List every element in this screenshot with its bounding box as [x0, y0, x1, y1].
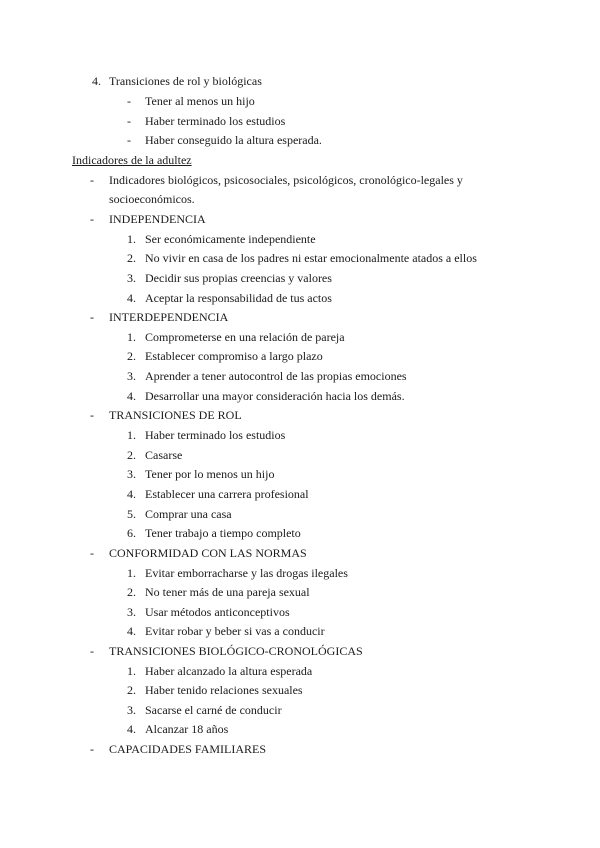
item-number: 4.	[127, 389, 136, 403]
item-number: 2.	[127, 448, 136, 462]
top-bullet: Tener al menos un hijo	[145, 94, 255, 108]
item-number: 2.	[127, 251, 136, 265]
top-bullet: Haber terminado los estudios	[145, 114, 286, 128]
dash-marker: -	[127, 114, 131, 128]
top-item-number: 4.	[92, 74, 101, 88]
list-item: Desarrollar una mayor consideración hacia los demás.	[145, 389, 405, 403]
item-number: 2.	[127, 683, 136, 697]
item-number: 3.	[127, 467, 136, 481]
list-item: Tener trabajo a tiempo completo	[145, 526, 301, 540]
dash-marker: -	[90, 212, 94, 226]
list-item: Comprar una casa	[145, 507, 232, 521]
item-number: 3.	[127, 605, 136, 619]
dash-marker: -	[90, 644, 94, 658]
section-heading: Indicadores de la adultez	[72, 153, 192, 167]
item-number: 5.	[127, 507, 136, 521]
item-number: 1.	[127, 566, 136, 580]
dash-marker: -	[90, 310, 94, 324]
list-item: Comprometerse en una relación de pareja	[145, 330, 345, 344]
item-number: 3.	[127, 369, 136, 383]
intro-line-1: Indicadores biológicos, psicosociales, psicológicos, cronológico-legales y	[109, 173, 463, 187]
item-number: 6.	[127, 526, 136, 540]
item-number: 4.	[127, 624, 136, 638]
intro-line-2: socioeconómicos.	[109, 192, 195, 206]
dash-marker: -	[127, 133, 131, 147]
top-item-label: Transiciones de rol y biológicas	[109, 74, 262, 88]
list-item: Evitar robar y beber si vas a conducir	[145, 624, 325, 638]
list-item: No tener más de una pareja sexual	[145, 585, 310, 599]
list-item: Aceptar la responsabilidad de tus actos	[145, 291, 332, 305]
item-number: 1.	[127, 428, 136, 442]
item-number: 1.	[127, 664, 136, 678]
dash-marker: -	[90, 546, 94, 560]
dash-marker: -	[90, 742, 94, 756]
list-item: Decidir sus propias creencias y valores	[145, 271, 332, 285]
item-number: 2.	[127, 349, 136, 363]
item-number: 1.	[127, 330, 136, 344]
list-item: Sacarse el carné de conducir	[145, 703, 282, 717]
list-item: Alcanzar 18 años	[145, 722, 229, 736]
item-number: 4.	[127, 487, 136, 501]
list-item: Haber alcanzado la altura esperada	[145, 664, 313, 678]
category-title: TRANSICIONES BIOLÓGICO-CRONOLÓGICAS	[109, 644, 363, 658]
item-number: 3.	[127, 703, 136, 717]
list-item: No vivir en casa de los padres ni estar emocionalmente atados a ellos	[145, 251, 477, 265]
list-item: Establecer una carrera profesional	[145, 487, 309, 501]
category-title: CAPACIDADES FAMILIARES	[109, 742, 267, 756]
category-title: CONFORMIDAD CON LAS NORMAS	[109, 546, 307, 560]
category-title: INTERDEPENDENCIA	[109, 310, 229, 324]
list-item: Tener por lo menos un hijo	[145, 467, 275, 481]
list-item: Casarse	[145, 448, 183, 462]
category-title: INDEPENDENCIA	[109, 212, 206, 226]
item-number: 4.	[127, 722, 136, 736]
item-number: 2.	[127, 585, 136, 599]
item-number: 4.	[127, 291, 136, 305]
dash-marker: -	[127, 94, 131, 108]
list-item: Aprender a tener autocontrol de las propias emociones	[145, 369, 407, 383]
category-title: TRANSICIONES DE ROL	[109, 408, 242, 422]
item-number: 3.	[127, 271, 136, 285]
list-item: Evitar emborracharse y las drogas ilegales	[145, 566, 348, 580]
top-bullet: Haber conseguido la altura esperada.	[145, 133, 322, 147]
list-item: Haber tenido relaciones sexuales	[145, 683, 303, 697]
list-item: Establecer compromiso a largo plazo	[145, 349, 323, 363]
item-number: 1.	[127, 232, 136, 246]
list-item: Haber terminado los estudios	[145, 428, 286, 442]
dash-marker: -	[90, 408, 94, 422]
list-item: Usar métodos anticonceptivos	[145, 605, 290, 619]
list-item: Ser económicamente independiente	[145, 232, 316, 246]
dash-marker: -	[90, 173, 94, 187]
